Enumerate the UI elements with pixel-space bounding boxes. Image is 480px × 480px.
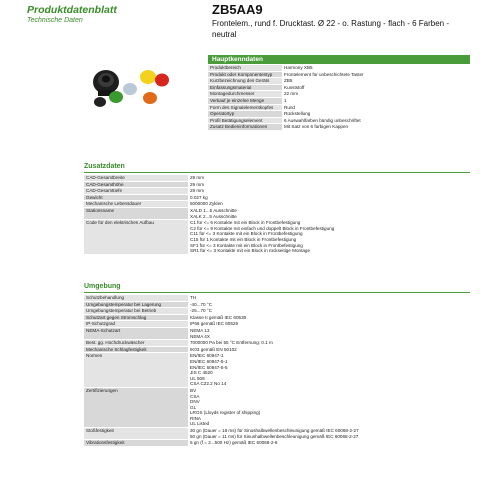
section-title-hauptkenndaten: Hauptkenndaten	[212, 56, 263, 63]
table-row	[208, 84, 470, 91]
table-row	[84, 220, 470, 255]
row-key: Profil Betätigungselement	[208, 117, 282, 124]
row-key: CAD-Gesamthöhe	[84, 181, 188, 188]
row-key: Code für den elektrischen Aufbau	[84, 220, 188, 255]
table-row	[84, 194, 470, 201]
row-value: 5000000 Zyklen	[188, 201, 470, 208]
row-value: 7000000 Pa bei 55 °C Entfernung: 0.1 m	[188, 340, 470, 347]
row-value: Frontelement für unbeschichtete Taster	[282, 71, 470, 78]
row-key: Zertifizierungen	[84, 387, 188, 427]
row-key: Mechanische Schlagfestigkeit	[84, 346, 188, 353]
row-value: NEMA 13 NEMA 4X	[188, 327, 470, 339]
row-key: Normen	[84, 353, 188, 388]
table-row	[208, 91, 470, 98]
table-row	[84, 201, 470, 208]
row-key: NEMA-Schutzart	[84, 327, 188, 339]
row-key: Gewicht	[84, 194, 188, 201]
row-value: 0.027 kg	[188, 194, 470, 201]
table-row	[208, 124, 470, 131]
brand-block	[27, 4, 197, 26]
brand-title: Produktdatenblatt	[27, 4, 117, 16]
cap-green	[109, 91, 123, 103]
row-key: Einfassungsmaterial	[208, 84, 282, 91]
row-key: Verkauf je einzelne Menge	[208, 97, 282, 104]
table-row	[84, 440, 470, 447]
row-value: TH	[188, 295, 470, 301]
product-image	[90, 62, 172, 112]
section-title-umgebung: Umgebung	[84, 283, 121, 290]
table-row	[84, 321, 470, 328]
row-value: Klasse II gemäß IEC 60536	[188, 314, 470, 321]
row-value: Harmony XB5	[282, 65, 470, 71]
table-row	[84, 353, 470, 388]
table-row	[84, 181, 470, 188]
table-row	[208, 97, 470, 104]
table-row	[84, 327, 470, 339]
row-value: EN/IEC 60947-1 EN/IEC 60947-5-1 EN/IEC 60947-5-5 JIS C 4520 UL 508 CSA C22.2 No 14	[188, 353, 470, 388]
row-value: Kunststoff	[282, 84, 470, 91]
row-key: Stoßfestigkeit	[84, 428, 188, 440]
table-row	[208, 78, 470, 85]
row-key: Best. gg. Hochdruckwäscher	[84, 340, 188, 347]
section-divider-zusatzdaten	[84, 172, 470, 173]
row-key: Schutzart gegen Stromschlag	[84, 314, 188, 321]
row-key: Stationsname	[84, 207, 188, 219]
table-row	[84, 188, 470, 195]
cap-yellow	[140, 70, 156, 84]
row-value: 30 gn (Dauer = 18 ms) für Sinushalbwellenbeschleunigung gemäß IEC 60068-2-27 50 gn (Dauer = 11 ms) für Sinushalbwellenbeschleunigung gemäß IEC 60068-2-27	[188, 428, 470, 440]
table-row	[208, 117, 470, 124]
row-key: Produktbereich	[208, 65, 282, 71]
brand-subtitle: Technische Daten	[27, 17, 83, 24]
row-value: XALD 1...5 Ausschnitte XALK 2...5 Ausschnitte	[188, 207, 470, 219]
row-value: 6 Auswahlfarben bündig unbeschriftet	[282, 117, 470, 124]
table-row	[84, 346, 470, 353]
section-title-zusatzdaten: Zusatzdaten	[84, 163, 125, 170]
cap-red	[155, 74, 169, 87]
product-description: Frontelem., rund f. Drucktast. Ø 22 - o. Rastung - flach - 6 Farben - neutral	[212, 19, 449, 39]
cap-blue	[123, 83, 137, 95]
section-bar-hauptkenndaten	[208, 55, 470, 64]
table-umgebung	[84, 295, 470, 447]
row-key: Kurzbezeichnung des Geräts	[208, 78, 282, 85]
row-key: Operatortyp	[208, 111, 282, 118]
row-key: CAD-Gesamtbreite	[84, 175, 188, 181]
row-value: Mit Satz von 6 farbigen Kappen	[282, 124, 470, 131]
row-value: 29 mm	[188, 188, 470, 195]
table-row	[84, 207, 470, 219]
row-key: Form des Signalelementkopfes	[208, 104, 282, 111]
table-row	[84, 314, 470, 321]
row-key: Montagedurchmesser	[208, 91, 282, 98]
row-key: Schutzbehandlung	[84, 295, 188, 301]
row-key: IP-Schutzgrad	[84, 321, 188, 328]
row-value: -40...70 °C	[188, 301, 470, 308]
row-key: Vibrationsfestigkeit	[84, 440, 188, 447]
table-row	[208, 71, 470, 78]
product-header	[212, 2, 467, 40]
cap-orange	[143, 92, 157, 104]
row-value: Rund	[282, 104, 470, 111]
row-value: 29 mm	[188, 175, 470, 181]
table-row	[84, 301, 470, 308]
row-value: 1	[282, 97, 470, 104]
row-value: C1 für <= 6 Kontakte mit ein Block in Frontbefestigung C2 für <= 9 Kontakte mit einfach und doppelt Block in Frontbefestigung C11 für <= 3 Kontakte mit ein Block in Frontbefestigung C15 für 1 Kontakte mit ein Block in Frontbefestigung SF1 für <= 3 Kontakte mit ein Block in Frontbefestigung SR1 für <= 3 Kontakte mit ein Block in rückseitige Montage	[188, 220, 470, 255]
table-row	[208, 111, 470, 118]
row-key: Zusatz Bedieninformationen	[208, 124, 282, 131]
row-value: -25...70 °C	[188, 308, 470, 315]
row-value: IK03 gemäß EN 50102	[188, 346, 470, 353]
table-zusatzdaten	[84, 175, 470, 255]
row-value: BV CSA DNV GL LROS (Lloyds register of shipping) RINA UL Listed	[188, 387, 470, 427]
row-key: Umgebungstemperatur bei Betrieb	[84, 308, 188, 315]
table-row	[84, 387, 470, 427]
row-key: Umgebungstemperatur bei Lagerung	[84, 301, 188, 308]
row-key: Produkt oder Komponententyp	[208, 71, 282, 78]
table-row	[84, 308, 470, 315]
row-value: Rückstellung	[282, 111, 470, 118]
row-value: 5 gn (f = 2...500 Hz) gemäß IEC 60068-2-6	[188, 440, 470, 447]
section-divider-umgebung	[84, 292, 470, 293]
table-row	[208, 104, 470, 111]
row-value: ZB5	[282, 78, 470, 85]
row-key: Mechanische Lebensdauer	[84, 201, 188, 208]
table-row	[84, 340, 470, 347]
cap-black	[94, 97, 106, 107]
row-value: IP66 gemäß IEC 60529	[188, 321, 470, 328]
row-value: 29 mm	[188, 181, 470, 188]
row-key: CAD-Gesamttiefe	[84, 188, 188, 195]
table-row	[84, 428, 470, 440]
row-value: 22 mm	[282, 91, 470, 98]
table-hauptkenndaten	[208, 65, 470, 131]
product-reference: ZB5AA9	[212, 2, 263, 17]
